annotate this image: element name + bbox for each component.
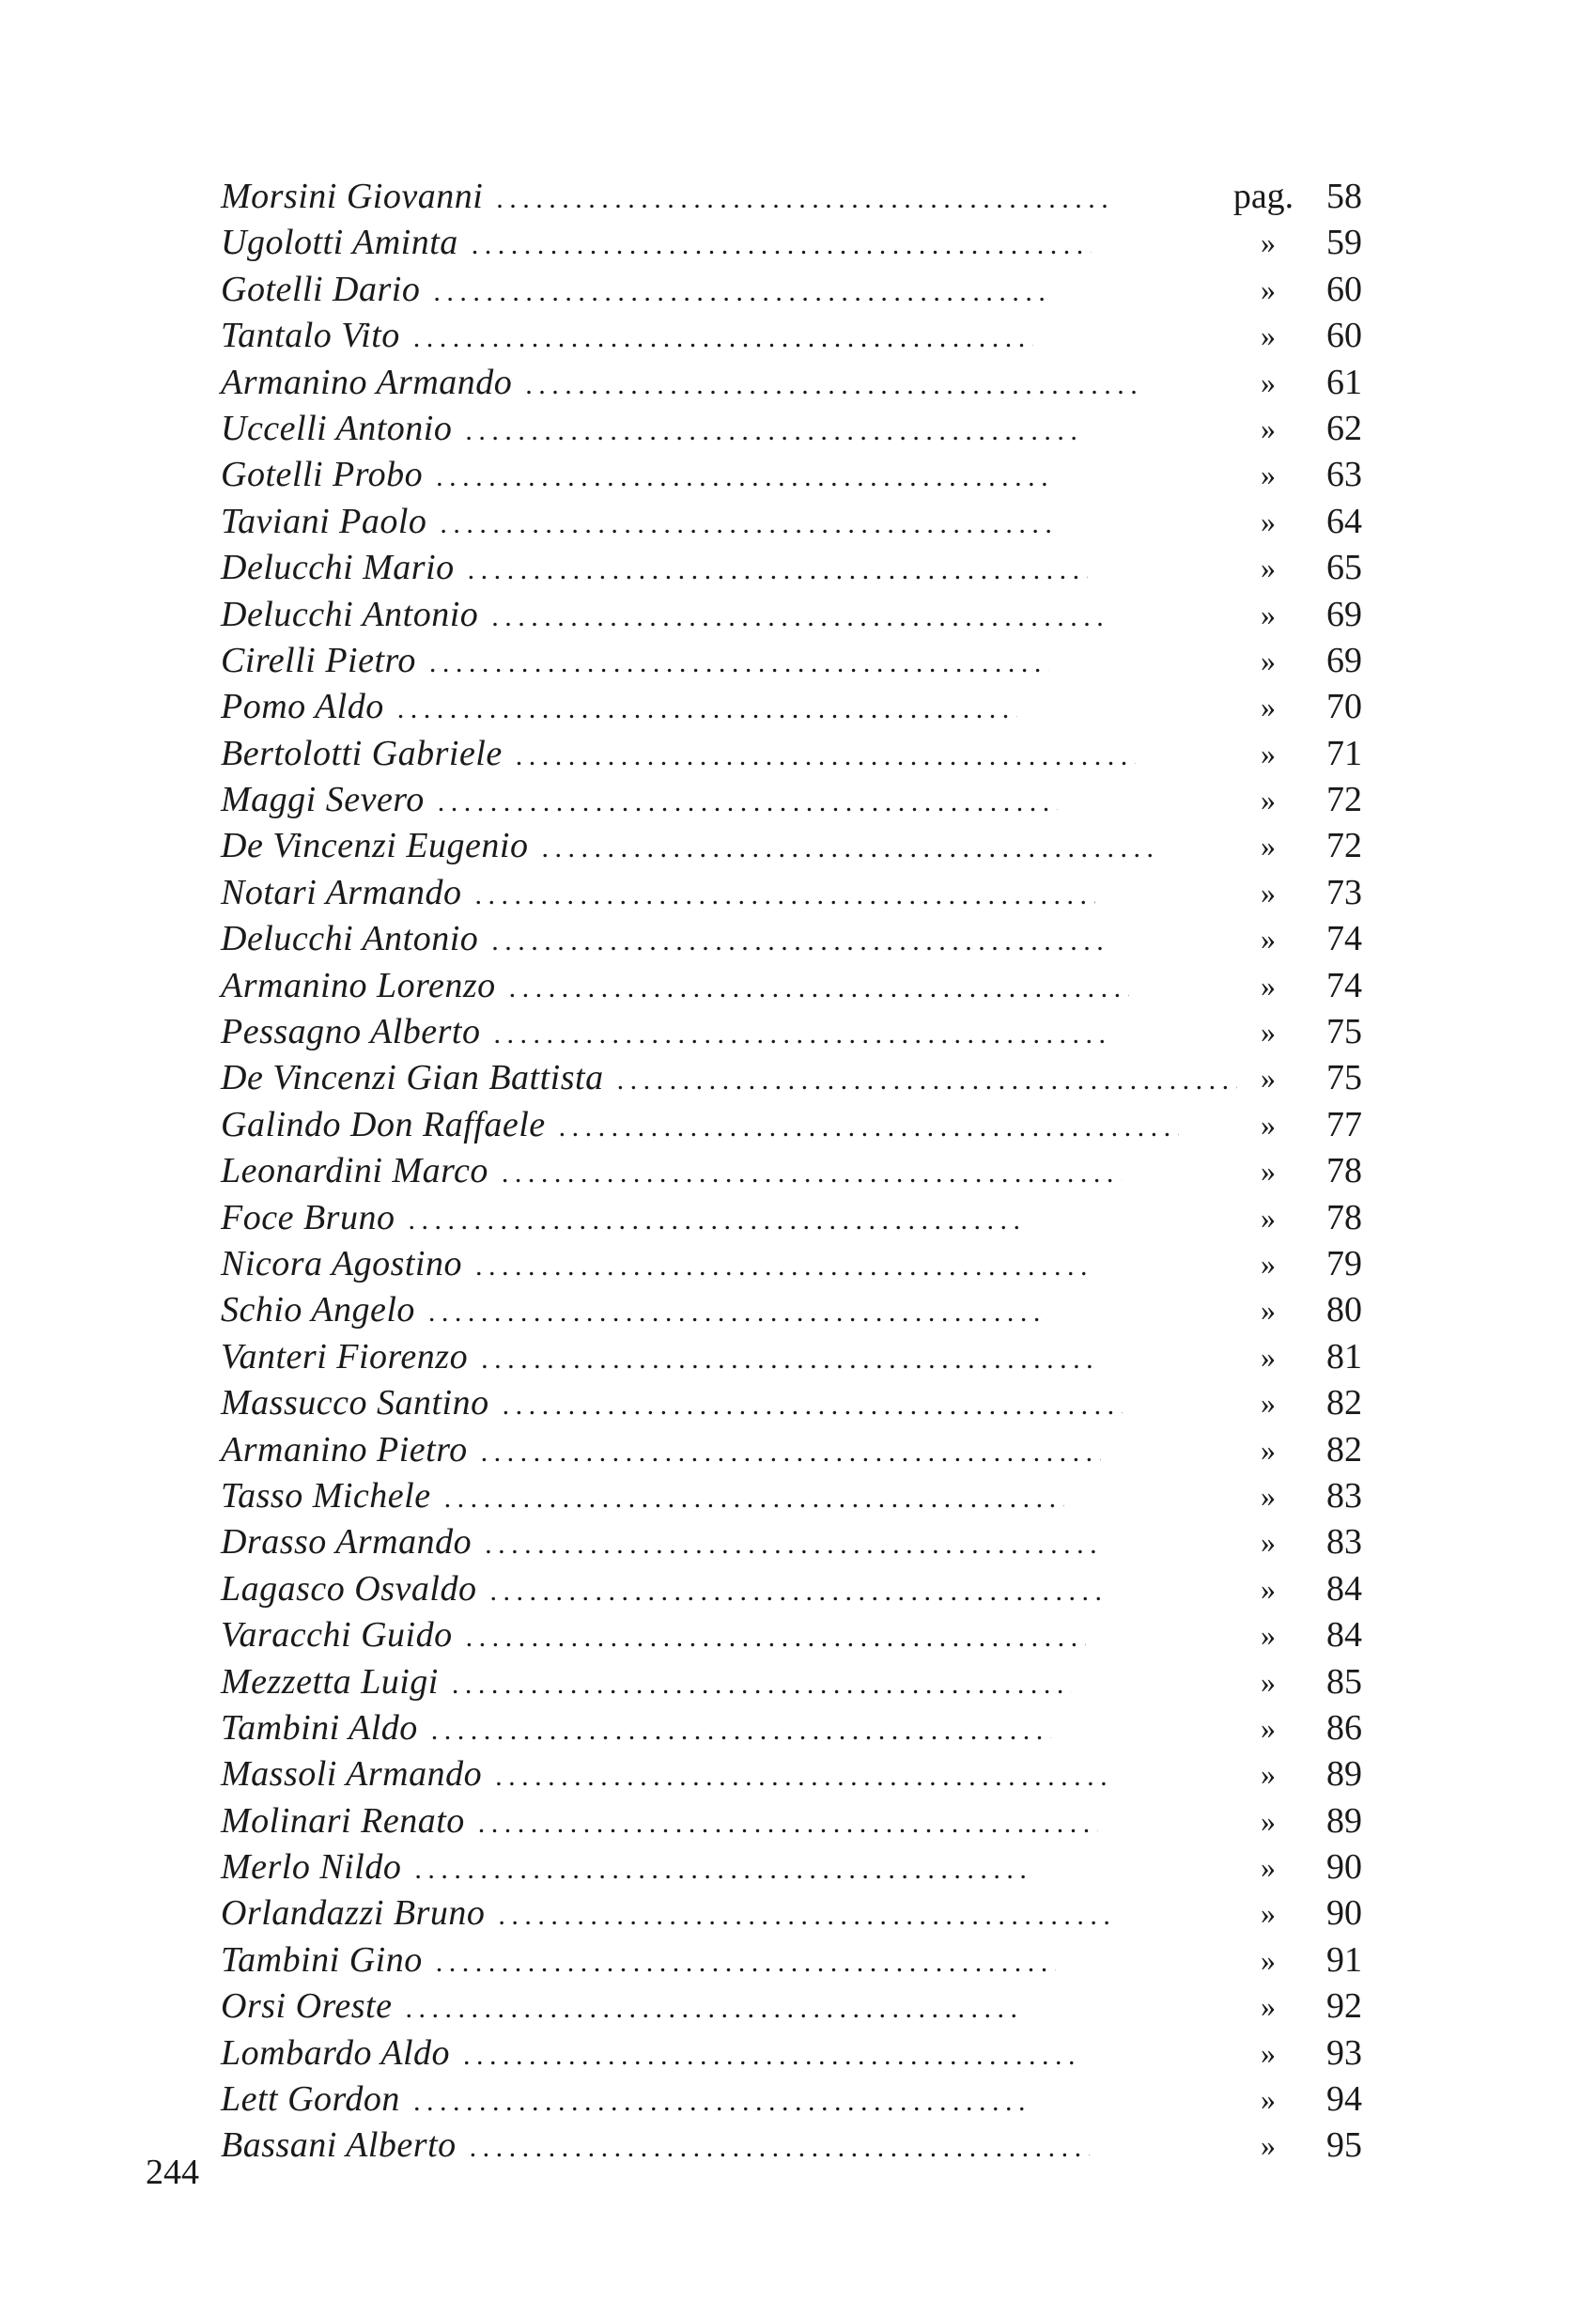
entry-page-number: 75 — [1326, 1012, 1362, 1052]
dot-leader — [413, 2078, 1033, 2124]
entry-name: Orsi Oreste — [221, 1986, 393, 2027]
entry-page-number: 95 — [1326, 2125, 1362, 2166]
entry-page-number: 75 — [1326, 1058, 1362, 1098]
ditto-mark: » — [1261, 1432, 1276, 1467]
entry-name: Uccelli Antonio — [221, 408, 453, 448]
ditto-mark: » — [1261, 1107, 1276, 1142]
index-entry — [221, 684, 1362, 730]
entry-name: Orlandazzi Bruno — [221, 1893, 486, 1934]
entry-page-number: 59 — [1326, 223, 1362, 263]
ditto-mark: » — [1261, 1710, 1276, 1745]
ditto-mark: » — [1261, 504, 1276, 538]
entry-page-number: 80 — [1326, 1290, 1362, 1330]
index-entry — [221, 1102, 1362, 1148]
dot-leader — [481, 1336, 1101, 1382]
dot-leader — [433, 269, 1053, 315]
index-entry — [221, 1055, 1362, 1101]
ditto-mark: » — [1261, 1386, 1276, 1421]
entry-name: Bertolotti Gabriele — [221, 733, 503, 773]
dot-leader — [475, 1243, 1095, 1289]
ditto-mark: » — [1261, 226, 1276, 260]
ditto-mark: » — [1261, 1757, 1276, 1792]
index-entry — [221, 1751, 1362, 1797]
entry-name: Lombardo Aldo — [221, 2032, 451, 2073]
index-entry — [221, 1659, 1362, 1705]
dot-leader — [413, 315, 1033, 361]
index-entry — [221, 1334, 1362, 1380]
entry-name: Lagasco Osvaldo — [221, 1568, 477, 1609]
entry-name: Tambini Gino — [221, 1939, 423, 1980]
entry-page-number: 89 — [1326, 1754, 1362, 1795]
entry-page-number: 74 — [1326, 919, 1362, 959]
index-entry — [221, 1473, 1362, 1519]
index-entry — [221, 1287, 1362, 1333]
ditto-mark: » — [1261, 1989, 1276, 2024]
entry-page-number: 90 — [1326, 1893, 1362, 1934]
dot-leader — [440, 501, 1060, 547]
index-entry — [221, 267, 1362, 313]
entry-name: Notari Armando — [221, 872, 462, 912]
entry-page-number: 82 — [1326, 1429, 1362, 1470]
dot-leader — [465, 408, 1085, 454]
ditto-mark: » — [1261, 1525, 1276, 1560]
entry-page-number: 63 — [1326, 455, 1362, 495]
entry-name: Maggi Severo — [221, 780, 425, 820]
dot-leader — [436, 454, 1056, 500]
index-entry — [221, 1427, 1362, 1473]
entry-name: Massoli Armando — [221, 1754, 483, 1795]
page-label: pag. — [1232, 177, 1294, 216]
ditto-mark: » — [1261, 1015, 1276, 1050]
entry-name: Cirelli Pietro — [221, 640, 416, 680]
index-entry — [221, 360, 1362, 406]
ditto-mark: » — [1261, 1850, 1276, 1885]
index-entry — [221, 452, 1362, 498]
entry-page-number: 62 — [1326, 408, 1362, 448]
ditto-mark: » — [1261, 597, 1276, 631]
index-entry — [221, 1844, 1362, 1890]
entry-page-number: 86 — [1326, 1707, 1362, 1748]
ditto-mark: » — [1261, 690, 1276, 724]
dot-leader — [503, 1382, 1123, 1428]
index-entry — [221, 1148, 1362, 1194]
dot-leader — [525, 362, 1145, 408]
entry-page-number: 65 — [1326, 548, 1362, 588]
entry-name: Gotelli Probo — [221, 455, 424, 495]
index-entry — [221, 592, 1362, 638]
index-entry — [221, 916, 1362, 962]
index-entry — [221, 1798, 1362, 1844]
index-entry — [221, 499, 1362, 545]
entry-name: Armanino Lorenzo — [221, 965, 496, 1005]
dot-leader — [472, 222, 1092, 268]
entry-name: Massucco Santino — [221, 1383, 489, 1423]
entry-page-number: 91 — [1326, 1939, 1362, 1980]
entry-page-number: 74 — [1326, 965, 1362, 1005]
index-entry — [221, 2030, 1362, 2076]
dot-leader — [516, 733, 1136, 779]
entry-page-number: 78 — [1326, 1151, 1362, 1191]
index-entry — [221, 1983, 1362, 2030]
ditto-mark: » — [1261, 2035, 1276, 2070]
ditto-mark: » — [1261, 875, 1276, 910]
ditto-mark: » — [1261, 736, 1276, 770]
ditto-mark: » — [1261, 1896, 1276, 1931]
entry-page-number: 77 — [1326, 1104, 1362, 1144]
entry-page-number: 58 — [1326, 177, 1362, 216]
index-list — [221, 174, 1362, 2170]
dot-leader — [491, 594, 1111, 640]
entry-name: Armanino Armando — [221, 362, 513, 402]
ditto-mark: » — [1261, 458, 1276, 492]
dot-leader — [485, 1521, 1105, 1567]
index-entry — [221, 2076, 1362, 2123]
dot-leader — [397, 686, 1017, 732]
ditto-mark: » — [1261, 1154, 1276, 1189]
dot-leader — [491, 918, 1111, 964]
entry-page-number: 71 — [1326, 733, 1362, 773]
entry-name: Drasso Armando — [221, 1522, 473, 1563]
entry-name: Tambini Aldo — [221, 1707, 418, 1748]
dot-leader — [405, 1985, 1025, 2031]
entry-page-number: 70 — [1326, 687, 1362, 727]
ditto-mark: » — [1261, 1061, 1276, 1096]
entry-page-number: 92 — [1326, 1986, 1362, 2027]
entry-page-number: 72 — [1326, 826, 1362, 866]
entry-page-number: 69 — [1326, 594, 1362, 634]
dot-leader — [463, 2032, 1083, 2078]
entry-name: Nicora Agostino — [221, 1243, 462, 1283]
dot-leader — [444, 1475, 1064, 1521]
entry-page-number: 60 — [1326, 316, 1362, 356]
entry-name: Tasso Michele — [221, 1475, 431, 1516]
dot-leader — [496, 176, 1116, 222]
index-entry — [221, 174, 1362, 220]
dot-leader — [541, 825, 1161, 871]
dot-leader — [466, 1614, 1086, 1660]
dot-leader — [509, 965, 1129, 1011]
index-entry — [221, 2123, 1362, 2169]
index-entry — [221, 1009, 1362, 1055]
entry-name: Morsini Giovanni — [221, 177, 484, 216]
entry-page-number: 84 — [1326, 1568, 1362, 1609]
entry-page-number: 78 — [1326, 1197, 1362, 1237]
entry-page-number: 64 — [1326, 501, 1362, 541]
entry-page-number: 79 — [1326, 1243, 1362, 1283]
entry-page-number: 60 — [1326, 269, 1362, 309]
entry-page-number: 73 — [1326, 872, 1362, 912]
dot-leader — [559, 1104, 1179, 1150]
ditto-mark: » — [1261, 272, 1276, 306]
ditto-mark: » — [1261, 1571, 1276, 1606]
ditto-mark: » — [1261, 922, 1276, 957]
dot-leader — [495, 1753, 1115, 1799]
index-entry — [221, 545, 1362, 591]
entry-page-number: 84 — [1326, 1615, 1362, 1656]
entry-page-number: 69 — [1326, 640, 1362, 680]
ditto-mark: » — [1261, 1942, 1276, 1977]
entry-page-number: 61 — [1326, 362, 1362, 402]
entry-name: De Vincenzi Eugenio — [221, 826, 529, 866]
entry-page-number: 83 — [1326, 1475, 1362, 1516]
entry-name: Ugolotti Aminta — [221, 223, 458, 263]
entry-name: Armanino Pietro — [221, 1429, 468, 1470]
dot-leader — [475, 872, 1095, 918]
entry-name: Pessagno Alberto — [221, 1012, 481, 1052]
entry-page-number: 94 — [1326, 2079, 1362, 2120]
entry-name: De Vincenzi Gian Battista — [221, 1058, 604, 1098]
index-entry — [221, 638, 1362, 684]
index-entry — [221, 220, 1362, 266]
dot-leader — [498, 1892, 1118, 1938]
ditto-mark: » — [1261, 1293, 1276, 1328]
entry-page-number: 85 — [1326, 1661, 1362, 1702]
entry-page-number: 93 — [1326, 2032, 1362, 2073]
ditto-mark: » — [1261, 643, 1276, 677]
entry-name: Mezzetta Luigi — [221, 1661, 439, 1702]
entry-name: Merlo Nildo — [221, 1847, 402, 1888]
dot-leader — [470, 2124, 1090, 2170]
index-entry — [221, 731, 1362, 777]
index-entry — [221, 870, 1362, 916]
entry-name: Delucchi Mario — [221, 548, 455, 588]
index-entry — [221, 1937, 1362, 1983]
dot-leader — [436, 1939, 1056, 1985]
entry-page-number: 81 — [1326, 1336, 1362, 1377]
index-entry — [221, 777, 1362, 823]
entry-page-number: 89 — [1326, 1800, 1362, 1841]
index-entry — [221, 1566, 1362, 1612]
entry-name: Lett Gordon — [221, 2079, 400, 2120]
index-entry — [221, 1890, 1362, 1936]
ditto-mark: » — [1261, 365, 1276, 399]
index-entry — [221, 1612, 1362, 1658]
dot-leader — [428, 1289, 1048, 1335]
entry-name: Schio Angelo — [221, 1290, 415, 1330]
dot-leader — [431, 1707, 1051, 1753]
dot-leader — [489, 1568, 1109, 1614]
ditto-mark: » — [1261, 1200, 1276, 1235]
index-entry — [221, 963, 1362, 1009]
ditto-mark: » — [1261, 829, 1276, 863]
dot-leader — [408, 1197, 1028, 1243]
ditto-mark: » — [1261, 1478, 1276, 1513]
dot-leader — [452, 1661, 1072, 1707]
dot-leader — [493, 1011, 1113, 1057]
ditto-mark: » — [1261, 2082, 1276, 2117]
index-entry — [221, 313, 1362, 359]
entry-name: Bassani Alberto — [221, 2125, 457, 2166]
entry-page-number: 72 — [1326, 780, 1362, 820]
entry-page-number: 83 — [1326, 1522, 1362, 1563]
entry-name: Foce Bruno — [221, 1197, 395, 1237]
entry-name: Delucchi Antonio — [221, 919, 479, 959]
ditto-mark: » — [1261, 319, 1276, 353]
entry-name: Gotelli Dario — [221, 269, 421, 309]
dot-leader — [502, 1150, 1122, 1196]
dot-leader — [429, 640, 1049, 686]
dot-leader — [478, 1800, 1098, 1846]
index-entry — [221, 823, 1362, 869]
ditto-mark: » — [1261, 2128, 1276, 2163]
entry-name: Leonardini Marco — [221, 1151, 488, 1191]
entry-page-number: 82 — [1326, 1383, 1362, 1423]
entry-page-number: 90 — [1326, 1847, 1362, 1888]
entry-name: Vanteri Fiorenzo — [221, 1336, 469, 1377]
dot-leader — [617, 1057, 1237, 1103]
dot-leader — [438, 779, 1058, 825]
entry-name: Taviani Paolo — [221, 501, 427, 541]
ditto-mark: » — [1261, 1339, 1276, 1374]
index-entry — [221, 1195, 1362, 1241]
entry-name: Galindo Don Raffaele — [221, 1104, 546, 1144]
ditto-mark: » — [1261, 783, 1276, 817]
dot-leader — [468, 547, 1088, 593]
ditto-mark: » — [1261, 551, 1276, 585]
ditto-mark: » — [1261, 1246, 1276, 1281]
entry-name: Pomo Aldo — [221, 687, 384, 727]
index-entry — [221, 1705, 1362, 1751]
ditto-mark: » — [1261, 1618, 1276, 1653]
ditto-mark: » — [1261, 1664, 1276, 1699]
index-entry — [221, 406, 1362, 452]
entry-name: Delucchi Antonio — [221, 594, 479, 634]
entry-name: Molinari Renato — [221, 1800, 465, 1841]
ditto-mark: » — [1261, 411, 1276, 445]
index-entry — [221, 1519, 1362, 1565]
dot-leader — [414, 1846, 1034, 1892]
entry-name: Tantalo Vito — [221, 316, 400, 356]
ditto-mark: » — [1261, 1803, 1276, 1838]
index-entry — [221, 1241, 1362, 1287]
entry-name: Varacchi Guido — [221, 1615, 453, 1656]
dot-leader — [481, 1429, 1101, 1475]
page-number-footer: 244 — [146, 2153, 199, 2192]
ditto-mark: » — [1261, 968, 1276, 1003]
index-entry — [221, 1380, 1362, 1426]
